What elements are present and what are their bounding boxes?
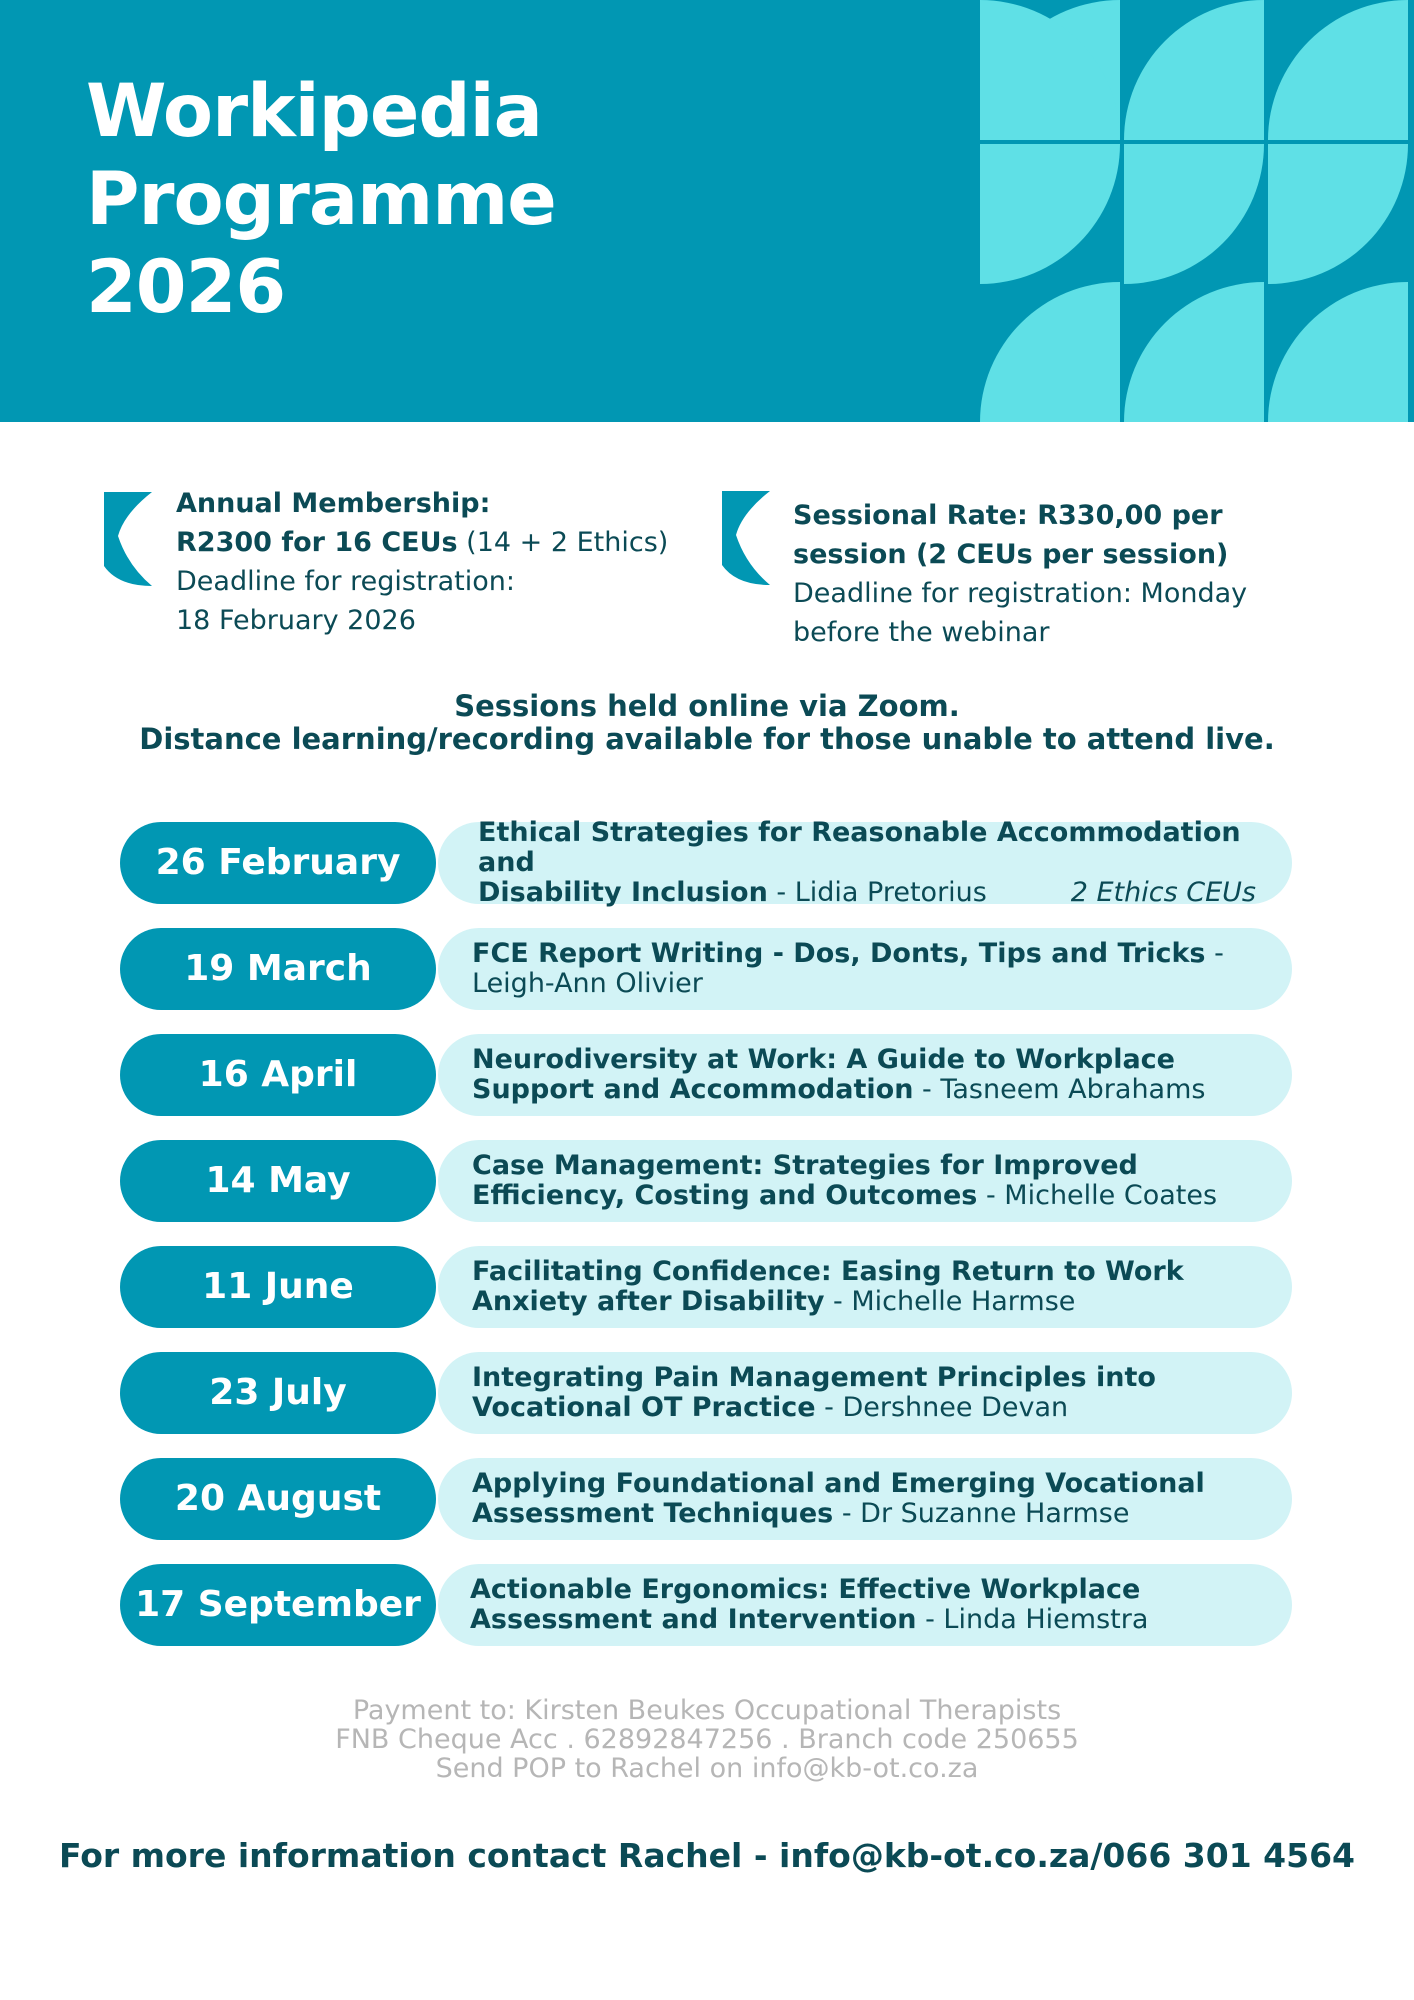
session-detail: [438, 1564, 1292, 1646]
title-line: 2026: [86, 245, 286, 330]
session-presenter: - Michelle Harmse: [824, 1286, 1076, 1317]
session-topic: Efficiency, Costing and Outcomes: [472, 1180, 978, 1211]
online-note-line: Distance learning/recording available for those unable to attend live.: [139, 722, 1275, 756]
membership-title: Annual Membership:: [176, 488, 491, 519]
session-topic: Ethical Strategies for Reasonable Accommodation and: [478, 817, 1241, 878]
session-topic: Anxiety after Disability: [472, 1286, 825, 1317]
session-presenter: Leigh-Ann Olivier: [472, 968, 703, 999]
session-date: 14 May: [120, 1140, 436, 1222]
session-detail: [438, 1140, 1292, 1222]
bookmark-icon: [104, 492, 152, 588]
title-line: Programme: [86, 157, 556, 242]
session-topic: Disability Inclusion: [478, 877, 768, 908]
session-list: [120, 817, 1292, 1670]
ethics-ceu-note: 2 Ethics CEUs: [1070, 877, 1256, 908]
membership-price: [176, 523, 668, 562]
session-topic: Assessment and Intervention: [470, 1604, 917, 1635]
session-detail: [438, 928, 1292, 1010]
payment-line: Payment to: Kirsten Beukes Occupational Therapists: [352, 1695, 1062, 1726]
session-line1: [472, 939, 1256, 969]
session-line2: [472, 1075, 1256, 1105]
session-line2: [470, 1605, 1256, 1635]
sessional-deadline-line: Deadline for registration: Monday: [793, 578, 1248, 609]
contact-info: For more information contact Rachel - info@kb-ot.co.za/066 301 4564: [58, 1836, 1355, 1875]
membership-deadline-label: Deadline for registration:: [176, 566, 515, 597]
session-topic: Facilitating Confidence: Easing Return to Work: [472, 1256, 1184, 1287]
sessional-rate-line: session (2 CEUs per session): [793, 539, 1229, 570]
petal-pattern-icon: [980, 0, 1414, 422]
online-note-line: Sessions held online via Zoom.: [454, 689, 960, 723]
session-line2: [472, 1499, 1256, 1529]
session-presenter: - Lidia Pretorius: [767, 877, 987, 908]
session-detail: [438, 817, 1292, 908]
page-title: [86, 68, 556, 332]
session-topic: Support and Accommodation: [472, 1074, 914, 1105]
session-detail: [438, 1352, 1292, 1434]
header-banner: [0, 0, 1414, 422]
session-topic: Integrating Pain Management Principles into: [472, 1362, 1156, 1393]
session-row: [120, 817, 1292, 908]
session-row: [120, 1034, 1292, 1116]
session-topic: Case Management: Strategies for Improved: [472, 1150, 1138, 1181]
sessional-deadline-line: before the webinar: [793, 617, 1050, 648]
session-detail: [438, 1458, 1292, 1540]
session-date: 23 July: [120, 1352, 436, 1434]
membership-info: [176, 484, 668, 640]
session-topic: Applying Foundational and Emerging Vocational: [472, 1468, 1205, 1499]
session-line2: [472, 1287, 1256, 1317]
sessional-rate-line: Sessional Rate: R330,00 per: [793, 500, 1223, 531]
session-row: [120, 1140, 1292, 1222]
bookmark-icon: [722, 491, 770, 587]
session-presenter: - Linda Hiemstra: [916, 1604, 1149, 1635]
session-date: 11 June: [120, 1246, 436, 1328]
session-date: 17 September: [120, 1564, 436, 1646]
session-presenter: - Michelle Coates: [977, 1180, 1218, 1211]
membership-deadline-date: 18 February 2026: [176, 605, 416, 636]
session-row: [120, 1564, 1292, 1646]
session-date: 19 March: [120, 928, 436, 1010]
session-date: 26 February: [120, 822, 436, 904]
session-topic: FCE Report Writing - Dos, Donts, Tips and Tricks: [472, 938, 1206, 969]
session-presenter: - Dershnee Devan: [815, 1392, 1069, 1423]
session-row: [120, 1246, 1292, 1328]
sessional-info: [793, 496, 1247, 652]
session-topic: Actionable Ergonomics: Effective Workplace: [470, 1574, 1141, 1605]
membership-price-bold: R2300 for 16 CEUs: [176, 527, 458, 558]
payment-line: Send POP to Rachel on info@kb-ot.co.za: [435, 1753, 979, 1784]
session-presenter: - Tasneem Abrahams: [913, 1074, 1206, 1105]
session-line2: [478, 878, 1256, 908]
session-line2: [472, 1393, 1256, 1423]
session-topic-suffix: -: [1205, 938, 1224, 969]
payment-info: [0, 1696, 1414, 1783]
session-topic: Vocational OT Practice: [472, 1392, 816, 1423]
session-detail: [438, 1034, 1292, 1116]
online-note: [0, 690, 1414, 756]
session-row: [120, 928, 1292, 1010]
payment-line: FNB Cheque Acc . 62892847256 . Branch code 250655: [335, 1724, 1079, 1755]
session-presenter: - Dr Suzanne Harmse: [833, 1498, 1130, 1529]
session-date: 20 August: [120, 1458, 436, 1540]
session-row: [120, 1352, 1292, 1434]
membership-price-note: (14 + 2 Ethics): [457, 527, 669, 558]
session-topic: Neurodiversity at Work: A Guide to Workplace: [472, 1044, 1175, 1075]
title-line: Workipedia: [86, 69, 542, 154]
session-detail: [438, 1246, 1292, 1328]
session-row: [120, 1458, 1292, 1540]
session-line2: [472, 1181, 1256, 1211]
session-date: 16 April: [120, 1034, 436, 1116]
session-topic: Assessment Techniques: [472, 1498, 834, 1529]
